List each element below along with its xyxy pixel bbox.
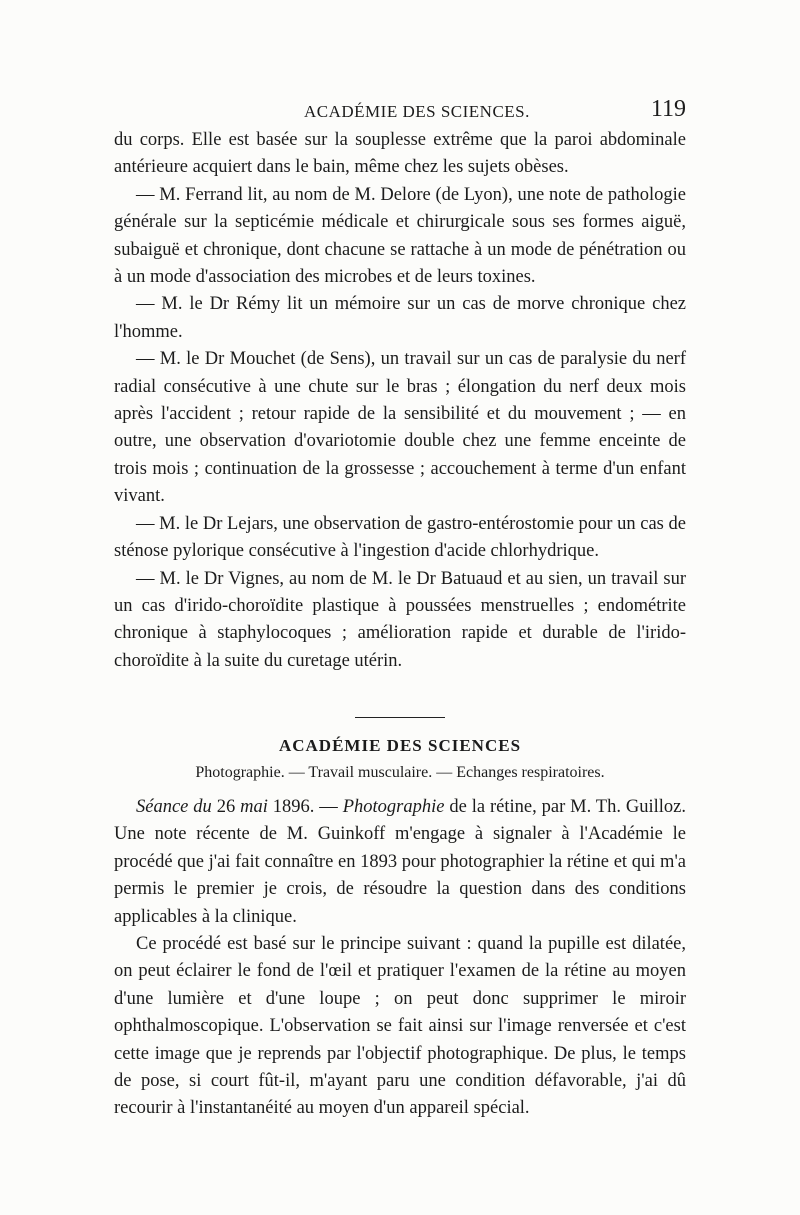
page-header (114, 96, 686, 126)
paragraph-remy: — M. le Dr Rémy lit un mémoire sur un cas de morve chronique chez l'homme. (114, 294, 686, 342)
running-title: ACADÉMIE DES SCIENCES. (304, 102, 530, 121)
paragraph-mouchet: — M. le Dr Mouchet (de Sens), un travail sur un cas de paralysie du nerf radial consécutive à une chute sur le bras ; élongation du nerf deux mois après l'accident ; retour rapide de la sensibilité et du mouvement ; — en outre, une observation d'ovariotomie double chez une femme enceinte de trois mois ; continuation de la grossesse ; accouchement à terme d'un enfant vivant. (114, 349, 686, 507)
paragraph-seance (114, 794, 686, 931)
seance-month: mai (240, 797, 268, 817)
seance-label: Séance du (136, 797, 212, 817)
seance-text: de la rétine, par M. Th. Guilloz. Une note récente de M. Guinkoff m'engage à signaler à l'Académie le procédé que j'ai fait connaître en 1893 pour photographier la rétine et qui m'a permis le premier je crois, de résoudre la question dans des conditions applicables à la clinique. (114, 797, 686, 927)
paragraph-continuation: du corps. Elle est basée sur la souplesse extrême que la paroi abdominale antérieure acquiert dans le bain, même chez les sujets obèses. (114, 130, 686, 178)
paragraph-ferrand: — M. Ferrand lit, au nom de M. Delore (de Lyon), une note de pathologie générale sur la septicémie médicale et chirurgicale sous ses formes aiguë, subaiguë et chronique, dont chacune se rattache à un mode de pénétration ou à un mode d'association des microbes et de leurs toxines. (114, 184, 686, 288)
section-divider (355, 717, 445, 718)
topic-photographie: Photographie (342, 797, 445, 817)
section-title: ACADÉMIE DES SCIENCES (278, 736, 522, 755)
body-text-top (114, 127, 686, 675)
page-number: 119 (650, 96, 686, 122)
paragraph-lejars: — M. le Dr Lejars, une observation de gastro-entérostomie pour un cas de sténose pylorique consécutive à l'ingestion d'acide chlorhydrique. (114, 513, 686, 562)
section-subtitle: Photographie. — Travail musculaire. — Echanges respiratoires. (195, 764, 605, 781)
paragraph-procede: Ce procédé est basé sur le principe suivant : quand la pupille est dilatée, on peut éclairer le fond de l'œil et pratiquer l'examen de la rétine au moyen d'une lumière et d'une loupe ; on peut donc supprimer le miroir ophthalmoscopique. L'observation se fait ainsi sur l'image renversée et c'est cette image que je reprends par l'objectif photographique. De plus, le temps de pose, si court fût-il, m'ayant paru une condition défavorable, j'ai dû recourir à l'instantanéité au moyen d'un appareil spécial. (114, 934, 686, 1119)
seance-year: 1896. — (267, 797, 343, 817)
seance-day: 26 (211, 797, 241, 817)
paragraph-vignes: — M. le Dr Vignes, au nom de M. le Dr Batuaud et au sien, un travail sur un cas d'irido-choroïdite plastique à poussées menstruelles ; endométrite chronique à staphylocoques ; amélioration rapide et durable de l'irido-choroïdite à la suite du curetage utérin. (114, 568, 686, 671)
body-text-section (114, 794, 686, 1123)
